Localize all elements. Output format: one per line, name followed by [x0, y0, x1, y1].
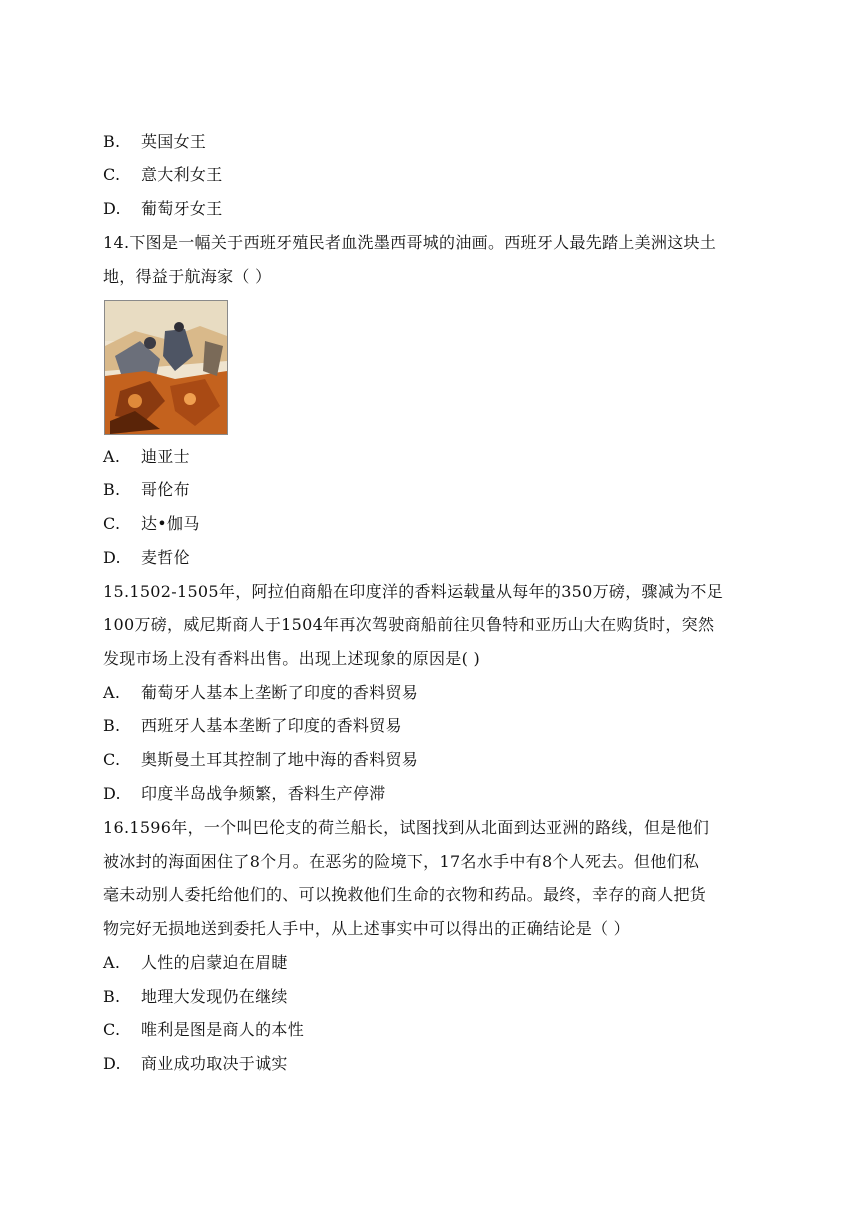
option-label: C.: [103, 165, 121, 184]
option-text: 达•伽马: [141, 514, 200, 533]
option-text: 西班牙人基本垄断了印度的香料贸易: [141, 716, 402, 735]
q16-stem-line-1: 16.1596年，一个叫巴伦支的荷兰船长，试图找到从北面到达亚洲的路线，但是他们: [103, 818, 710, 837]
q15-option-d: [103, 784, 386, 804]
option-label: B.: [103, 987, 121, 1006]
q14-option-c: [103, 514, 200, 534]
q14-option-a: [103, 447, 190, 467]
option-text: 葡萄牙女王: [141, 199, 223, 218]
q15-option-b: [103, 716, 402, 736]
option-text: 葡萄牙人基本上垄断了印度的香料贸易: [141, 683, 419, 702]
option-label: D.: [103, 784, 121, 803]
q16-option-a: [103, 953, 288, 973]
option-label: D.: [103, 1054, 121, 1073]
option-label: C.: [103, 1020, 121, 1039]
option-label: C.: [103, 750, 121, 769]
q16-option-c: [103, 1020, 304, 1040]
option-text: 意大利女王: [141, 165, 223, 184]
option-text: 哥伦布: [141, 480, 190, 499]
option-label: B.: [103, 480, 121, 499]
q14-option-b: [103, 480, 190, 500]
option-label: D.: [103, 548, 121, 567]
q14-stem-line-1: 14.下图是一幅关于西班牙殖民者血洗墨西哥城的油画。西班牙人最先踏上美洲这块土: [103, 233, 717, 252]
option-label: A.: [103, 683, 121, 702]
option-text: 印度半岛战争频繁，香料生产停滞: [141, 784, 386, 803]
q13-option-c: [103, 165, 223, 185]
option-label: B.: [103, 716, 121, 735]
option-text: 人性的启蒙迫在眉睫: [141, 953, 288, 972]
option-text: 迪亚士: [141, 447, 190, 466]
option-text: 唯利是图是商人的本性: [141, 1020, 305, 1039]
q15-option-c: [103, 750, 418, 770]
q15-option-a: [103, 683, 418, 703]
oil-painting-image: [104, 300, 228, 435]
q16-option-b: [103, 987, 288, 1007]
option-text: 英国女王: [141, 132, 207, 151]
option-text: 地理大发现仍在继续: [141, 987, 288, 1006]
option-text: 商业成功取决于诚实: [141, 1054, 288, 1073]
q13-option-d: [103, 199, 223, 219]
q16-stem-line-4: 物完好无损地送到委托人手中，从上述事实中可以得出的正确结论是（ ）: [103, 919, 630, 938]
option-label: A.: [103, 447, 121, 466]
q15-stem-line-1: 15.1502-1505年，阿拉伯商船在印度洋的香料运载量从每年的350万磅，骤减为不足: [103, 582, 724, 601]
option-label: D.: [103, 199, 121, 218]
q16-stem-line-3: 毫未动别人委托给他们的、可以挽救他们生命的衣物和药品。最终，幸存的商人把货: [103, 885, 707, 904]
option-label: C.: [103, 514, 121, 533]
option-label: A.: [103, 953, 121, 972]
q16-option-d: [103, 1054, 288, 1074]
q14-stem-line-2: 地，得益于航海家（ ）: [103, 267, 272, 286]
q15-stem-line-3: 发现市场上没有香料出售。出现上述现象的原因是( ): [103, 649, 481, 668]
q16-stem-line-2: 被冰封的海面困住了8个月。在恶劣的险境下，17名水手中有8个人死去。但他们私: [103, 852, 700, 871]
q14-option-d: [103, 548, 190, 568]
q15-stem-line-2: 100万磅，威尼斯商人于1504年再次驾驶商船前往贝鲁特和亚历山大在购货时，突然: [103, 615, 715, 634]
option-text: 麦哲伦: [141, 548, 190, 567]
option-label: B.: [103, 132, 121, 151]
q13-option-b: [103, 132, 206, 152]
option-text: 奥斯曼土耳其控制了地中海的香料贸易: [141, 750, 419, 769]
